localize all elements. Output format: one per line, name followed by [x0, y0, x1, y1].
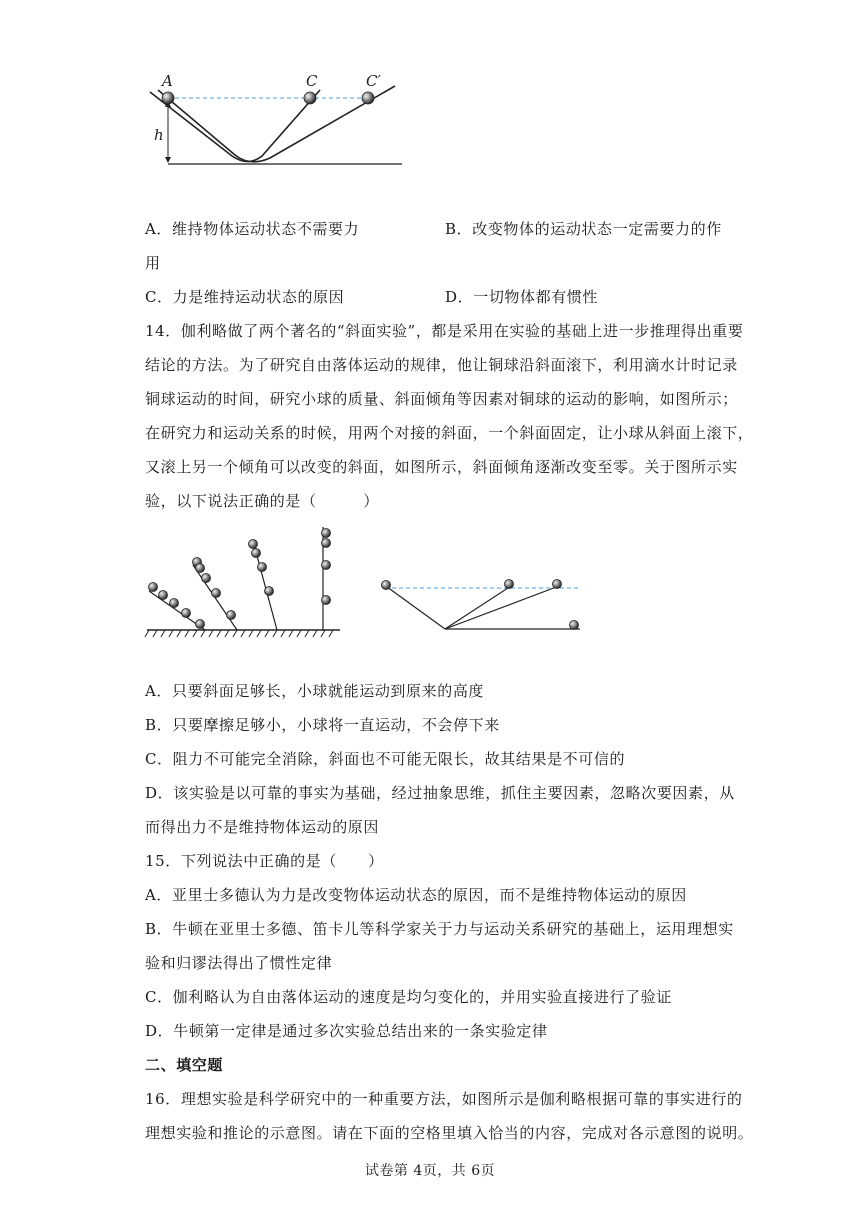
q14-option-d-continued: 而得出力不是维持物体运动的原因 — [145, 818, 380, 836]
q14-stem-line: 铜球运动的时间，研究小球的质量、斜面倾角等因素对铜球的运动的影响，如图所示； — [145, 390, 738, 408]
q13-option-b-continued: 用 — [145, 254, 161, 272]
q16-line: 理想实验和推论的示意图。请在下面的空格里填入恰当的内容，完成对各示意图的说明。 — [145, 1124, 754, 1142]
ball-horizontal — [570, 621, 579, 630]
q16-line: 16．理想实验是科学研究中的一种重要方法，如图所示是伽利略根据可靠的事实进行的 — [145, 1090, 743, 1108]
ball-c — [304, 92, 316, 104]
q13-option-b: B．改变物体的运动状态一定需要力的作 — [445, 220, 722, 238]
q15-option-b: B．牛顿在亚里士多德、笛卡儿等科学家关于力与运动关系研究的基础上，运用理想实 — [145, 920, 734, 938]
q14-stem-line: 在研究力和运动关系的时候，用两个对接的斜面，一个斜面固定，让小球从斜面上滚下， — [145, 424, 754, 442]
q15-option-a: A．亚里士多德认为力是改变物体运动状态的原因，而不是维持物体运动的原因 — [145, 886, 687, 904]
ground-hatching — [145, 630, 333, 637]
q14-stem-line: 14．伽利略做了两个著名的“斜面实验”，都是采用在实验的基础上进一步推理得出重要 — [145, 322, 744, 340]
height-arrow-head-bottom — [165, 157, 171, 163]
q15-stem: 15．下列说法中正确的是（ ） — [145, 852, 384, 870]
label-c: C — [306, 72, 318, 90]
q14-option-d: D．该实验是以可靠的事实为基础，经过抽象思维，抓住主要因素，忽略次要因素，从 — [145, 784, 735, 802]
q14-stem-line: 验，以下说法正确的是（ ） — [145, 492, 380, 510]
balls-incline-1 — [149, 583, 205, 629]
balls-incline-3 — [249, 540, 274, 596]
ball-shallow — [553, 580, 562, 589]
balls-incline-2 — [193, 558, 236, 620]
q13-option-c: C．力是维持运动状态的原因 — [145, 288, 345, 306]
q14-stem-line: 结论的方法。为了研究自由落体运动的规律，他让铜球沿斜面滚下，利用滴水计时记录 — [145, 356, 738, 374]
q13-option-d: D．一切物体都有惯性 — [445, 288, 599, 306]
ramp-left-to-c-prime — [158, 86, 395, 162]
ball-steep — [505, 580, 514, 589]
label-h: h — [154, 126, 164, 144]
figure-rolling-balls-inclines — [145, 525, 345, 640]
q15-option-d: D．牛顿第一定律是通过多次实验总结出来的一条实验定律 — [145, 1022, 548, 1040]
figure-opposing-inclines — [375, 570, 590, 635]
q15-option-c: C．伽利略认为自由落体运动的速度是均匀变化的，并用实验直接进行了验证 — [145, 988, 672, 1006]
fixed-incline — [383, 584, 445, 629]
q14-option-c: C．阻力不可能完全消除，斜面也不可能无限长，故其结果是不可信的 — [145, 750, 626, 768]
label-c-prime: C′ — [366, 72, 381, 90]
ramp-left-to-c — [150, 90, 320, 162]
section-title: 二、填空题 — [145, 1056, 224, 1074]
page-footer: 试卷第 4页，共 6页 — [364, 1163, 496, 1179]
ball-start — [382, 581, 391, 590]
ball-c-prime — [362, 92, 374, 104]
label-a: A — [162, 72, 173, 90]
figure-inclined-planes-height — [140, 70, 410, 170]
q14-option-a: A．只要斜面足够长，小球就能运动到原来的高度 — [145, 682, 485, 700]
ball-a — [162, 92, 174, 104]
q13-option-a: A．维持物体运动状态不需要力 — [145, 220, 360, 238]
q14-stem-line: 又滚上另一个倾角可以改变的斜面，如图所示，斜面倾角逐渐改变至零。关于图所示实 — [145, 458, 738, 476]
q14-option-b: B．只要摩擦足够小，小球将一直运动，不会停下来 — [145, 716, 500, 734]
q15-option-b-continued: 验和归谬法得出了惯性定律 — [145, 954, 333, 972]
